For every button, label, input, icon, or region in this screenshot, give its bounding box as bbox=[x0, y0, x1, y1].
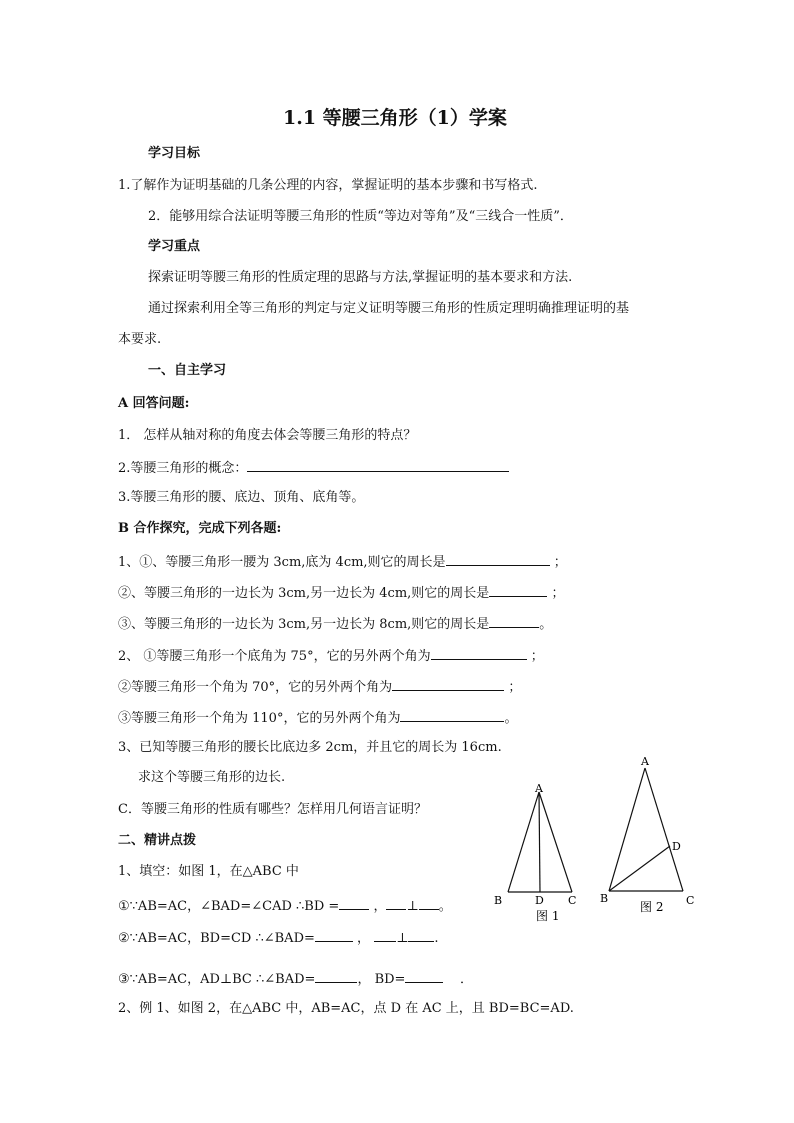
question-b3-line1: 3、已知等腰三角形的腰长比底边多 2cm，并且它的周长为 16cm. bbox=[118, 740, 502, 755]
question-b1-3-text: ③、等腰三角形的一边长为 3cm,另一边长为 8cm,则它的周长是 bbox=[118, 617, 490, 632]
key-point-2-line1: 通过探索利用全等三角形的判定与定义证明等腰三角形的性质定理明确推理证明的基 bbox=[148, 301, 630, 316]
question-b1-3 bbox=[118, 615, 552, 633]
question-b1-1 bbox=[118, 553, 567, 571]
answer-blank[interactable] bbox=[315, 929, 353, 942]
question-b2-2 bbox=[118, 678, 521, 696]
answer-blank[interactable] bbox=[419, 897, 439, 910]
objective-item-1: 1.了解作为证明基础的几条公理的内容，掌握证明的基本步骤和书写格式. bbox=[118, 178, 538, 193]
fill-2-text: ②∵AB=AC，BD=CD ∴∠BAD= bbox=[118, 931, 315, 946]
fill-3-text: ③∵AB=AC，AD⊥BC ∴∠BAD= bbox=[118, 972, 316, 987]
question-a1: 1． 怎样从轴对称的角度去体会等腰三角形的特点？ bbox=[118, 428, 417, 443]
question-b1-2 bbox=[118, 584, 564, 602]
fill-2 bbox=[118, 929, 439, 947]
answer-blank[interactable] bbox=[489, 584, 547, 597]
fill-3 bbox=[118, 970, 473, 988]
answer-blank[interactable] bbox=[446, 553, 550, 566]
question-b1-2-end: ； bbox=[551, 586, 565, 601]
figure-2-label-b: B bbox=[600, 892, 609, 905]
figure-2-side-ac bbox=[645, 768, 683, 891]
question-c: C．等腰三角形的性质有哪些？怎样用几何语言证明？ bbox=[118, 802, 427, 817]
question-a2-text: 2.等腰三角形的概念： bbox=[118, 461, 248, 476]
question-b2-2-text: ②等腰三角形一个角为 70°，它的另外两个角为 bbox=[118, 680, 393, 695]
figure-1-side-ab bbox=[508, 792, 539, 892]
question-b2-3 bbox=[118, 709, 517, 727]
answer-blank[interactable] bbox=[431, 647, 527, 660]
objective-item-2: 2．能够用综合法证明等腰三角形的性质“等边对等角”及“三线合一性质”． bbox=[148, 209, 573, 224]
figure-1-label-d: D bbox=[535, 894, 544, 907]
fill-1-end: 。 bbox=[438, 899, 452, 914]
figure-1-label-b: B bbox=[494, 894, 503, 907]
question-b2-3-text: ③等腰三角形一个角为 110°，它的另外两个角为 bbox=[118, 711, 401, 726]
answer-blank[interactable] bbox=[386, 897, 406, 910]
answer-blank[interactable] bbox=[315, 970, 357, 983]
perpendicular-symbol: ⊥ bbox=[396, 931, 409, 946]
page-title: 1.1 等腰三角形（1）学案 bbox=[283, 107, 507, 129]
perpendicular-symbol: ⊥ bbox=[406, 899, 419, 914]
fill-3-mid: ， BD= bbox=[357, 972, 406, 987]
answer-blank[interactable] bbox=[247, 459, 509, 472]
question-2-1: 1、填空：如图 1，在△ABC 中 bbox=[118, 864, 299, 879]
figure-1-side-ac bbox=[539, 792, 572, 892]
question-b1-2-text: ②、等腰三角形的一边长为 3cm,另一边长为 4cm,则它的周长是 bbox=[118, 586, 490, 601]
answer-blank[interactable] bbox=[392, 678, 504, 691]
question-b1-1-text: 1、①、等腰三角形一腰为 3cm,底为 4cm,则它的周长是 bbox=[118, 555, 446, 570]
figure-1-label-a: A bbox=[535, 782, 543, 795]
question-b1-1-end: ； bbox=[553, 555, 567, 570]
fill-1 bbox=[118, 897, 452, 915]
figure-2-label-d: D bbox=[672, 840, 681, 853]
question-a3: 3.等腰三角形的腰、底边、顶角、底角等。 bbox=[118, 490, 365, 505]
question-b2-1 bbox=[118, 647, 544, 665]
fill-2-end: . bbox=[434, 931, 439, 946]
answer-blank[interactable] bbox=[339, 897, 369, 910]
figure-2-label-a: A bbox=[641, 755, 649, 768]
question-2-2: 2、例 1、如图 2，在△ABC 中，AB=AC，点 D 在 AC 上，且 BD=BC=AD. bbox=[118, 1001, 574, 1016]
figure-2-segment-bd bbox=[609, 846, 670, 891]
figure-2-side-ab bbox=[609, 768, 645, 891]
answer-blank[interactable] bbox=[489, 615, 539, 628]
section-2-heading: 二、精讲点拨 bbox=[118, 833, 197, 848]
figure-1-triangle bbox=[508, 792, 572, 892]
figure-2-caption: 图 2 bbox=[640, 900, 664, 914]
question-b1-3-end: 。 bbox=[539, 617, 553, 632]
answer-blank[interactable] bbox=[408, 929, 434, 942]
fill-1-comma: ， bbox=[373, 899, 387, 914]
figure-1-caption: 图 1 bbox=[536, 909, 560, 923]
question-b2-2-end: ； bbox=[508, 680, 522, 695]
figure-1-label-c: C bbox=[568, 894, 577, 907]
fill-1-text: ①∵AB=AC，∠BAD=∠CAD ∴BD = bbox=[118, 899, 340, 914]
key-point-1: 探索证明等腰三角形的性质定理的思路与方法,掌握证明的基本要求和方法. bbox=[148, 270, 573, 285]
question-a2 bbox=[118, 459, 509, 477]
fill-3-end: ． bbox=[459, 972, 473, 987]
figure-2-label-c: C bbox=[686, 894, 695, 907]
answer-blank[interactable] bbox=[405, 970, 443, 983]
section-1-heading: 一、自主学习 bbox=[148, 363, 227, 378]
question-b2-1-text: 2、 ①等腰三角形一个底角为 75°，它的另外两个角为 bbox=[118, 649, 431, 664]
part-b-heading: B 合作探究，完成下列各题: bbox=[118, 521, 282, 536]
figure-2-triangle bbox=[609, 768, 683, 891]
key-point-2-line2: 本要求. bbox=[118, 332, 162, 347]
question-b3-line2: 求这个等腰三角形的边长. bbox=[138, 770, 286, 785]
fill-2-comma: ， bbox=[357, 931, 371, 946]
key-points-heading: 学习重点 bbox=[148, 239, 201, 254]
answer-blank[interactable] bbox=[400, 709, 504, 722]
objectives-heading: 学习目标 bbox=[148, 146, 201, 161]
part-a-heading: A 回答问题: bbox=[118, 396, 190, 411]
question-b2-3-end: 。 bbox=[504, 711, 518, 726]
answer-blank[interactable] bbox=[374, 929, 396, 942]
figure-1-segment-ad bbox=[539, 792, 540, 892]
question-b2-1-end: ； bbox=[530, 649, 544, 664]
